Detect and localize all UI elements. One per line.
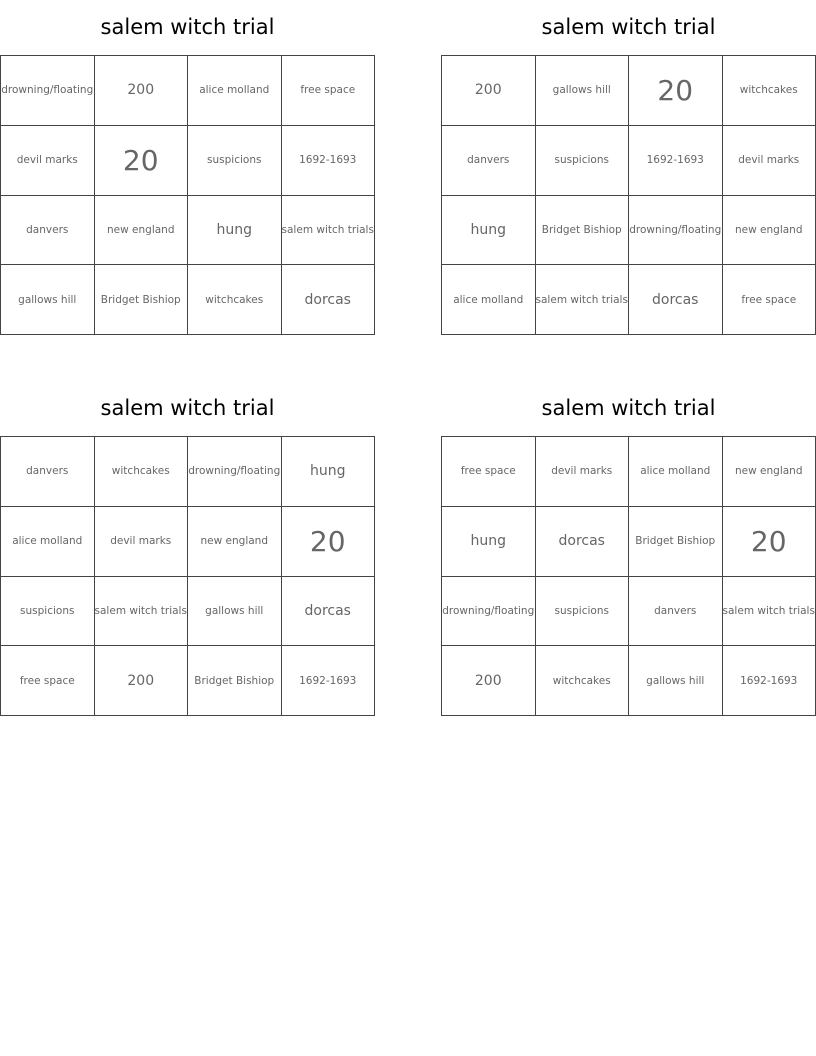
card-title: salem witch trial <box>541 15 716 39</box>
bingo-cell: 200 <box>95 56 189 126</box>
bingo-cell: drowning/floating <box>1 56 95 126</box>
bingo-cell: Bridget Bishiop <box>536 196 630 266</box>
bingo-cell: new england <box>95 196 189 266</box>
bingo-cell: 20 <box>723 507 816 577</box>
bingo-cell: 1692-1693 <box>723 646 816 716</box>
bingo-cell: new england <box>723 437 816 507</box>
bingo-cell: drowning/floating <box>629 196 723 266</box>
bingo-cell: salem witch trials <box>536 265 630 335</box>
bingo-cell: salem witch trials <box>282 196 376 266</box>
bingo-cell: witchcakes <box>723 56 816 126</box>
bingo-cell: witchcakes <box>188 265 282 335</box>
bingo-cell: suspicions <box>536 577 630 647</box>
bingo-cell: 20 <box>95 126 189 196</box>
bingo-cell: alice molland <box>188 56 282 126</box>
bingo-cell: suspicions <box>536 126 630 196</box>
bingo-cell: hung <box>188 196 282 266</box>
bingo-cell: dorcas <box>536 507 630 577</box>
bingo-cell: drowning/floating <box>442 577 536 647</box>
bingo-cell: Bridget Bishiop <box>629 507 723 577</box>
bingo-cell: salem witch trials <box>95 577 189 647</box>
bingo-cell: 200 <box>442 56 536 126</box>
bingo-grid <box>441 436 816 716</box>
bingo-cell: gallows hill <box>1 265 95 335</box>
bingo-cell: free space <box>1 646 95 716</box>
bingo-cell: hung <box>442 507 536 577</box>
bingo-cell: free space <box>282 56 376 126</box>
card-title: salem witch trial <box>541 396 716 420</box>
bingo-cell: suspicions <box>188 126 282 196</box>
bingo-cell: devil marks <box>1 126 95 196</box>
card-title: salem witch trial <box>100 396 275 420</box>
bingo-cell: witchcakes <box>95 437 189 507</box>
bingo-cell: hung <box>282 437 376 507</box>
bingo-cell: suspicions <box>1 577 95 647</box>
bingo-cell: witchcakes <box>536 646 630 716</box>
bingo-cell: danvers <box>442 126 536 196</box>
bingo-cell: gallows hill <box>536 56 630 126</box>
bingo-grid <box>0 436 375 716</box>
bingo-cell: alice molland <box>1 507 95 577</box>
bingo-cell: Bridget Bishiop <box>188 646 282 716</box>
bingo-cell: devil marks <box>723 126 816 196</box>
bingo-cell: gallows hill <box>629 646 723 716</box>
bingo-cell: dorcas <box>282 577 376 647</box>
bingo-cell: danvers <box>1 437 95 507</box>
bingo-cell: danvers <box>1 196 95 266</box>
bingo-cell: 1692-1693 <box>629 126 723 196</box>
bingo-cell: devil marks <box>536 437 630 507</box>
bingo-cell: 1692-1693 <box>282 126 376 196</box>
bingo-cell: free space <box>723 265 816 335</box>
bingo-grid <box>0 55 375 335</box>
bingo-cell: gallows hill <box>188 577 282 647</box>
bingo-cell: alice molland <box>442 265 536 335</box>
bingo-cell: dorcas <box>629 265 723 335</box>
bingo-cell: drowning/floating <box>188 437 282 507</box>
bingo-cell: 200 <box>442 646 536 716</box>
bingo-cell: danvers <box>629 577 723 647</box>
bingo-cell: 20 <box>629 56 723 126</box>
bingo-cell: 1692-1693 <box>282 646 376 716</box>
bingo-cell: Bridget Bishiop <box>95 265 189 335</box>
bingo-cell: 200 <box>95 646 189 716</box>
bingo-cell: new england <box>723 196 816 266</box>
bingo-cell: 20 <box>282 507 376 577</box>
bingo-cell: devil marks <box>95 507 189 577</box>
bingo-cell: free space <box>442 437 536 507</box>
bingo-cell: new england <box>188 507 282 577</box>
bingo-cell: salem witch trials <box>723 577 816 647</box>
bingo-grid <box>441 55 816 335</box>
card-title: salem witch trial <box>100 15 275 39</box>
bingo-cell: dorcas <box>282 265 376 335</box>
bingo-cell: alice molland <box>629 437 723 507</box>
bingo-cell: hung <box>442 196 536 266</box>
